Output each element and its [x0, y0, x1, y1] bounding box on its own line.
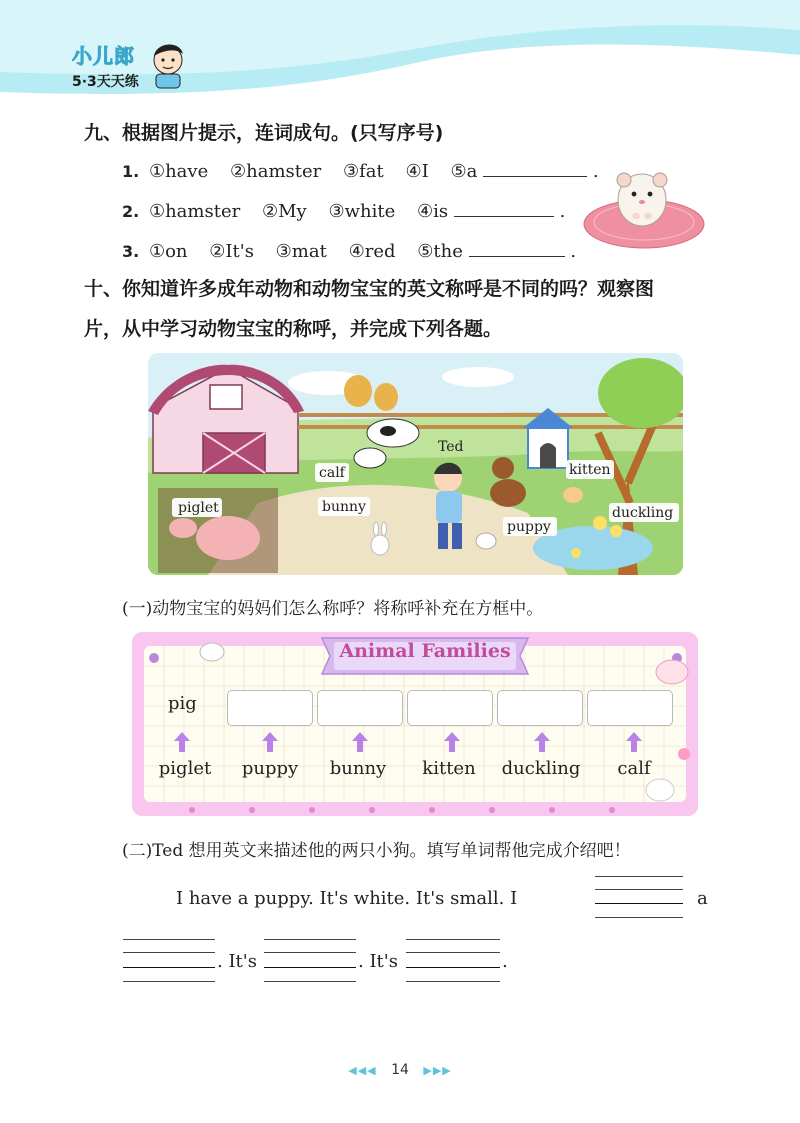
baby-animal-label: puppy: [241, 758, 299, 779]
word-option: ②My: [261, 201, 307, 222]
writing-line-guide: [406, 939, 500, 940]
answer-box-4[interactable]: [497, 690, 583, 726]
baby-animal-label: bunny: [329, 758, 387, 779]
writing-line-guide: [406, 952, 500, 953]
word-option: ③fat: [342, 161, 384, 182]
question-1: [122, 158, 599, 182]
answer-box-5[interactable]: [587, 690, 673, 726]
label-bunny: bunny: [322, 499, 366, 515]
writing-line-guide: [123, 939, 215, 940]
paragraph-line1-end: a: [697, 888, 708, 909]
writing-line-guide: [264, 981, 356, 982]
answer-blank[interactable]: [469, 238, 565, 257]
answer-box-3[interactable]: [407, 690, 493, 726]
question-2: [122, 198, 565, 222]
writing-line-guide: [406, 981, 500, 982]
baby-animal-label: kitten: [422, 758, 476, 779]
sentence-end: .: [592, 161, 599, 182]
animal-families-panel: [132, 632, 698, 816]
farm-scene-image: [148, 353, 683, 575]
label-duckling: duckling: [612, 505, 674, 521]
arrow-up-icon: [626, 732, 642, 752]
arrow-up-icon: [262, 732, 278, 752]
next-arrows-icon: ▶▶▶: [423, 1064, 452, 1077]
writing-line-guide: [595, 876, 683, 877]
word-option: ⑤a: [450, 161, 478, 182]
word-option: ②It's: [209, 241, 254, 262]
sentence-end: .: [570, 241, 577, 262]
label-ted: Ted: [438, 439, 464, 455]
arrow-up-icon: [444, 732, 460, 752]
panel-title: Animal Families: [339, 640, 511, 662]
question-3: [122, 238, 576, 262]
writing-line-guide: [123, 952, 215, 953]
word-option: ①have: [148, 161, 209, 182]
word-option: ③white: [328, 201, 396, 222]
arrow-up-icon: [174, 732, 190, 752]
paragraph-line2-seg1: . It's: [217, 951, 257, 972]
paragraph-line1: I have a puppy. It's white. It's small. I: [176, 888, 518, 909]
answer-blank[interactable]: [454, 198, 554, 217]
arrow-up-icon: [352, 732, 368, 752]
label-puppy: puppy: [507, 519, 551, 535]
section10-title-line1: 十、你知道许多成年动物和动物宝宝的英文称呼是不同的吗？观察图: [84, 278, 655, 300]
sentence-end: .: [559, 201, 566, 222]
word-option: ①hamster: [148, 201, 241, 222]
label-calf: calf: [319, 465, 345, 481]
label-piglet: piglet: [178, 500, 219, 516]
writing-line-guide: [595, 917, 683, 918]
arrow-up-icon: [534, 732, 550, 752]
answer-line-3[interactable]: [264, 967, 356, 968]
page-number: 14: [391, 1062, 409, 1078]
baby-animal-label: duckling: [501, 758, 581, 779]
logo: [72, 40, 139, 91]
writing-line-guide: [264, 939, 356, 940]
hamster-on-mat-image: [582, 160, 706, 252]
paragraph-line2-seg2: . It's: [358, 951, 398, 972]
paragraph-line2-end: .: [502, 951, 508, 972]
writing-line-guide: [123, 981, 215, 982]
writing-line-guide: [264, 952, 356, 953]
series-name: 5·3天天练: [72, 74, 139, 90]
word-option: ②hamster: [229, 161, 322, 182]
baby-animal-label: piglet: [158, 758, 212, 779]
answer-box-1[interactable]: [227, 690, 313, 726]
word-option: ④is: [416, 201, 449, 222]
page-footer: [0, 1062, 800, 1078]
adult-pig-label: pig: [168, 693, 197, 714]
question-number: 1.: [122, 162, 140, 181]
writing-line-guide: [595, 889, 683, 890]
section10-title-line2: 片，从中学习动物宝宝的称呼，并完成下列各题。: [84, 318, 503, 340]
mascot-boy-icon: [148, 40, 190, 90]
answer-blank[interactable]: [483, 158, 587, 177]
word-option: ⑤the: [417, 241, 463, 262]
word-option: ③mat: [275, 241, 327, 262]
baby-animal-label: calf: [617, 758, 651, 779]
word-option: ①on: [148, 241, 188, 262]
answer-line-4[interactable]: [406, 967, 500, 968]
word-option: ④red: [348, 241, 396, 262]
prev-arrows-icon: ◀◀◀: [348, 1064, 377, 1077]
answer-line-1[interactable]: [595, 903, 683, 904]
part1-instruction: (一)动物宝宝的妈妈们怎么称呼？将称呼补充在方框中。: [122, 599, 544, 619]
answer-line-2[interactable]: [123, 967, 215, 968]
label-kitten: kitten: [569, 462, 611, 478]
word-option: ④I: [405, 161, 429, 182]
answer-box-2[interactable]: [317, 690, 403, 726]
brand-name: 小儿郎: [72, 44, 135, 68]
section9-title: 九、根据图片提示，连词成句。(只写序号): [84, 122, 444, 144]
question-number: 2.: [122, 202, 140, 221]
part2-instruction: (二)Ted 想用英文来描述他的两只小狗。填写单词帮他完成介绍吧！: [122, 841, 631, 861]
question-number: 3.: [122, 242, 140, 261]
